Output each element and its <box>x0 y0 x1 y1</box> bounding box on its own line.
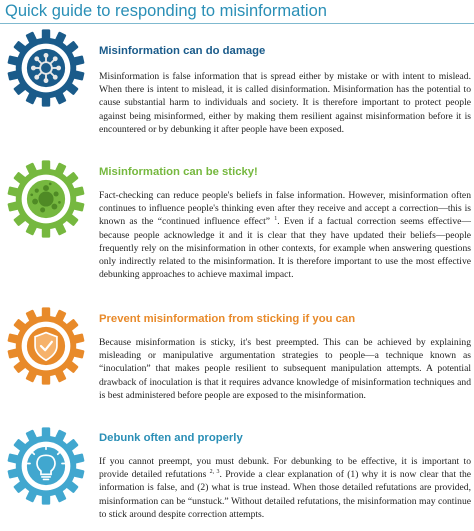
gear-shield-icon <box>4 304 88 388</box>
body-text: . Provide a clear explanation of (1) why it is now clear that the information is false, and (2) what is true instead. When those detailed refutations are provided, misinformation can be “unstuck.” Without detailed refutations, the misinformation may continue to stick around despite correction attempts. <box>99 469 472 520</box>
section-body: Misinformation is false information that is spread either by mistake or with intent to mislead. When there is intent to mislead, it is called disinformation. Misinformation has the potential to cause substantial harm to individuals and society. It is therefore important to protect people against being misinformed, either by making them resilient against misinformation before it is encountered or by debunking it after people have been exposed. <box>99 71 471 135</box>
section-heading: Debunk often and properly <box>99 432 243 444</box>
gear-lightbulb-icon <box>4 424 88 508</box>
gear-virus-icon <box>4 26 88 110</box>
body-text: Fact-checking can reduce people's beliefs in false information. However, misinformation often continues to influence people's thinking even after they receive and accept a correction—this is known as the “continued influence effect” <box>99 190 471 228</box>
section-body: Because misinformation is sticky, it's best preempted. This can be achieved by explaining misleading or manipulative argumentation strategies to people—a technique known as “inoculation” that makes people resilient to subsequent manipulation attempts. A potential drawback of inoculation is that it requires advance knowledge of misinformation techniques and is best administered before people are exposed to the misinformation. <box>99 337 471 401</box>
gear-sticky-icon <box>4 157 88 241</box>
section-heading: Misinformation can do damage <box>99 45 266 57</box>
section-heading: Prevent misinformation from sticking if you can <box>99 313 356 325</box>
page-title: Quick guide to responding to misinformation <box>5 2 327 20</box>
body-text: . Even if a factual correction seems effective—because people acknowledge it and it is clear that they have updated their beliefs—people frequently rely on the misinformation in other contexts, for example when answering questions only indirectly related to the misinformation. It is therefore important to use the most effective debunking approaches to achieve maximal impact. <box>99 216 471 281</box>
section-heading: Misinformation can be sticky! <box>99 166 258 178</box>
section-body <box>99 189 471 281</box>
body-text: If you cannot preempt, you must debunk. For debunking to be effective, it is important to provide detailed refutations <box>99 456 471 481</box>
title-divider <box>0 23 474 24</box>
citation: 1 <box>274 216 278 223</box>
citation: 2, 3 <box>209 469 220 476</box>
section-body <box>99 455 471 521</box>
